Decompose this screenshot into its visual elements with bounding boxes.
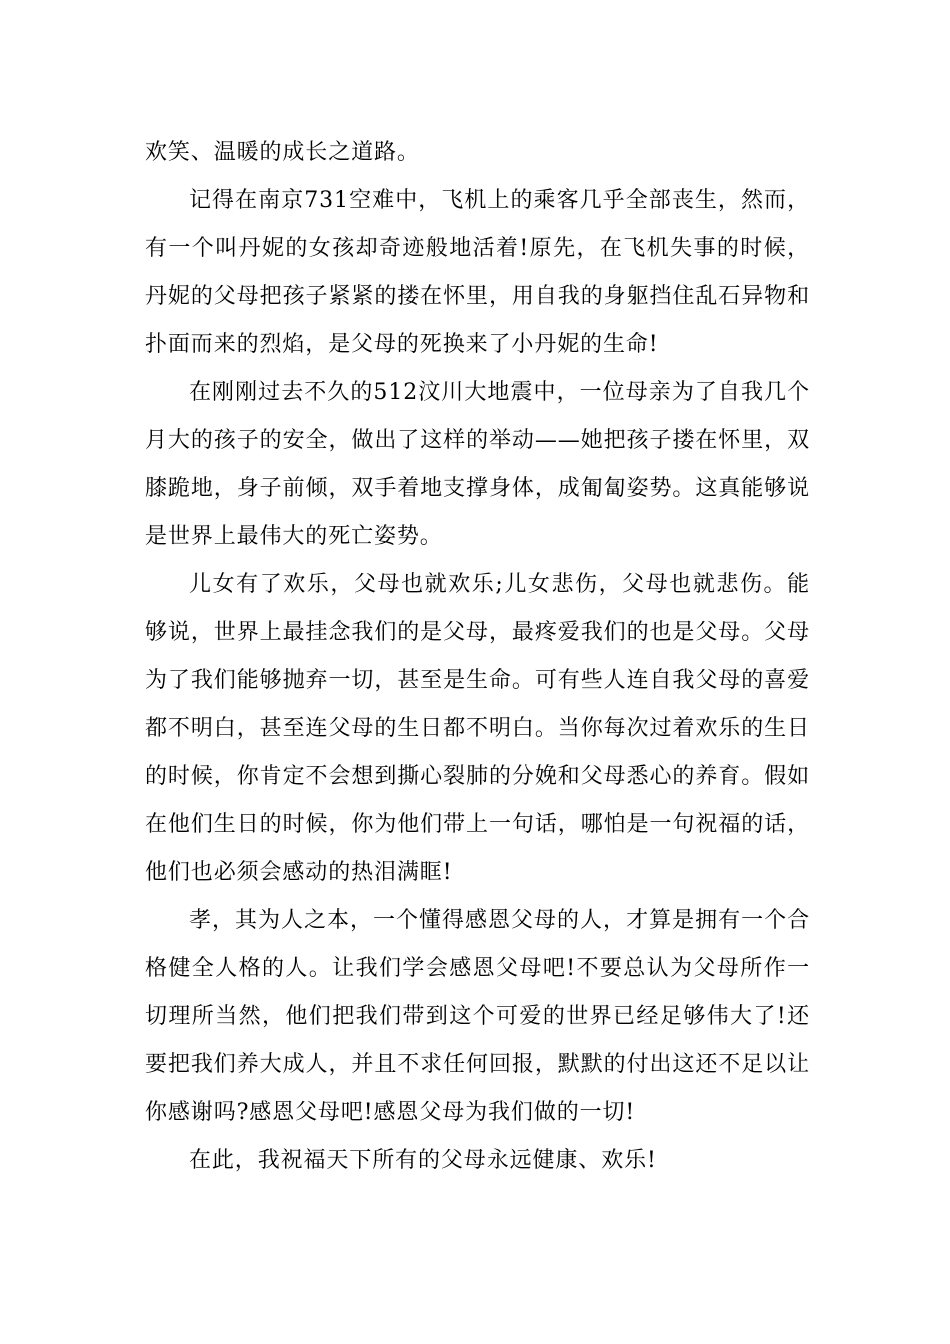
paragraph-filial-piety: 孝，其为人之本，一个懂得感恩父母的人，才算是拥有一个合格健全人格的人。让我们学会感恩父母吧!不要总认为父母所作一切理所当然，他们把我们带到这个可爱的世界已经足够伟大了!还要把我们养大成人，并且不求任何回报，默默的付出这还不足以让你感谢吗?感恩父母吧!感恩父母为我们做的一切! — [145, 908, 810, 1125]
document-body — [145, 129, 810, 1185]
paragraph-wenchuan-earthquake: 在刚刚过去不久的512汶川大地震中，一位母亲为了自我几个月大的孩子的安全，做出了这样的举动——她把孩子搂在怀里，双膝跪地，身子前倾，双手着地支撑身体，成匍匐姿势。这真能够说是世界上最伟大的死亡姿势。 — [145, 380, 810, 549]
paragraph-continuation: 欢笑、温暖的成长之道路。 — [145, 140, 420, 165]
paragraph-nanjing-crash: 记得在南京731空难中，飞机上的乘客几乎全部丧生，然而，有一个叫丹妮的女孩却奇迹般地活着!原先，在飞机失事的时候，丹妮的父母把孩子紧紧的搂在怀里，用自我的身躯挡住乱石异物和扑面而来的烈焰，是父母的死换来了小丹妮的生命! — [145, 188, 810, 357]
paragraph-blessing: 在此，我祝福天下所有的父母永远健康、欢乐! — [189, 1148, 657, 1173]
paragraph-parents-love: 儿女有了欢乐，父母也就欢乐;儿女悲伤，父母也就悲伤。能够说，世界上最挂念我们的是父母，最疼爱我们的也是父母。父母为了我们能够抛弃一切，甚至是生命。可有些人连自我父母的喜爱都不明白，甚至连父母的生日都不明白。当你每次过着欢乐的生日的时候，你肯定不会想到撕心裂肺的分娩和父母悉心的养育。假如在他们生日的时候，你为他们带上一句话，哪怕是一句祝福的话，他们也必须会感动的热泪满眶! — [145, 572, 810, 885]
